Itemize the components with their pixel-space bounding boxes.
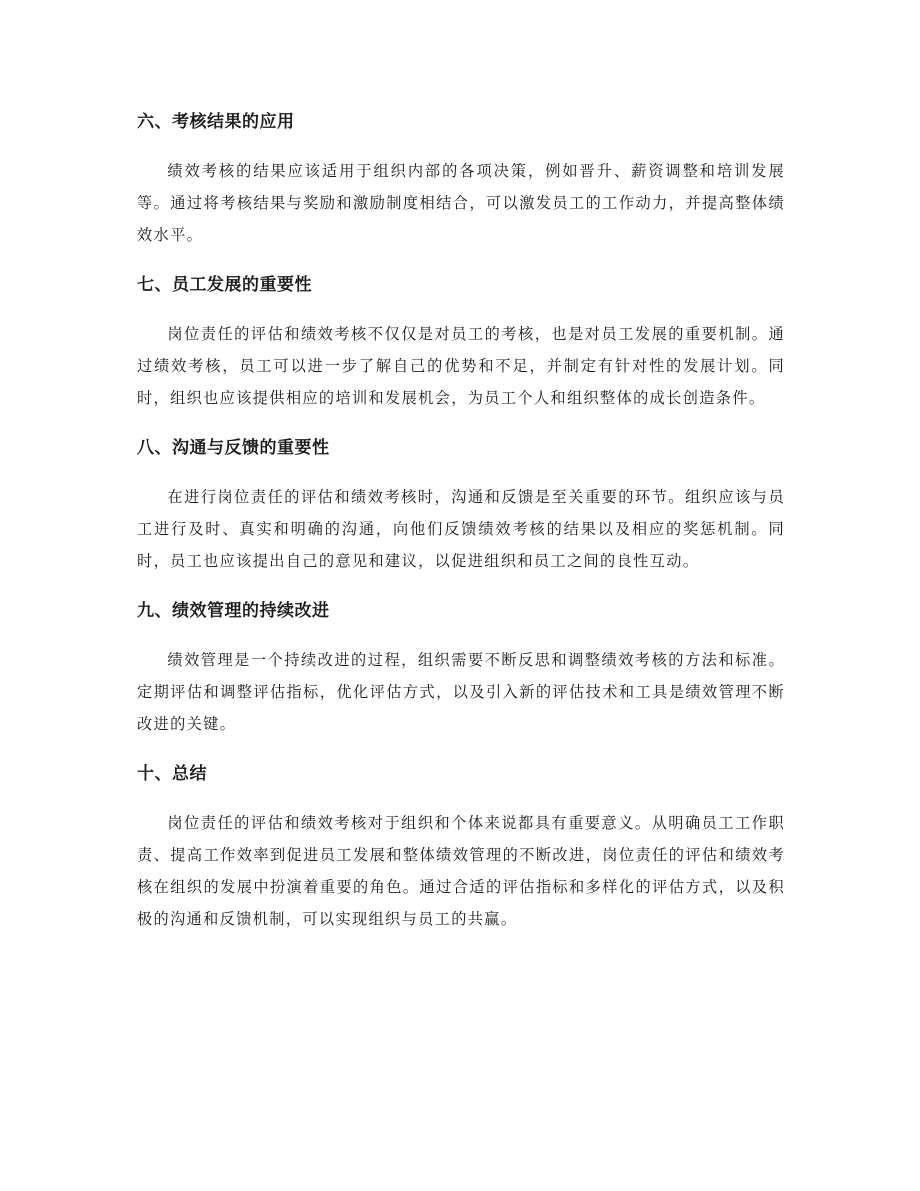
section-9 bbox=[137, 595, 785, 740]
section-heading: 八、沟通与反馈的重要性 bbox=[137, 438, 330, 458]
section-10 bbox=[137, 758, 785, 935]
section-7 bbox=[137, 269, 785, 414]
section-paragraph: 岗位责任的评估和绩效考核对于组织和个体来说都具有重要意义。从明确员工工作职责、提高工作效率到促进员工发展和整体绩效管理的不断改进，岗位责任的评估和绩效考核在组织的发展中扮演着重要的角色。通过合适的评估指标和多样化的评估方式，以及积极的沟通和反馈机制，可以实现组织与员工的共赢。 bbox=[137, 814, 785, 928]
section-8 bbox=[137, 432, 785, 577]
section-heading: 九、绩效管理的持续改进 bbox=[137, 601, 330, 621]
section-heading: 十、总结 bbox=[137, 764, 207, 784]
section-paragraph: 绩效管理是一个持续改进的过程，组织需要不断反思和调整绩效考核的方法和标准。定期评估和调整评估指标，优化评估方式，以及引入新的评估技术和工具是绩效管理不断改进的关键。 bbox=[137, 651, 785, 733]
section-6 bbox=[137, 106, 785, 251]
section-paragraph: 在进行岗位责任的评估和绩效考核时，沟通和反馈是至关重要的环节。组织应该与员工进行及时、真实和明确的沟通，向他们反馈绩效考核的结果以及相应的奖惩机制。同时，员工也应该提出自己的意见和建议，以促进组织和员工之间的良性互动。 bbox=[137, 488, 785, 570]
section-heading: 七、员工发展的重要性 bbox=[137, 275, 312, 295]
section-heading: 六、考核结果的应用 bbox=[137, 112, 295, 132]
document-content bbox=[137, 106, 785, 953]
section-paragraph: 绩效考核的结果应该适用于组织内部的各项决策，例如晋升、薪资调整和培训发展等。通过将考核结果与奖励和激励制度相结合，可以激发员工的工作动力，并提高整体绩效水平。 bbox=[137, 162, 785, 244]
section-paragraph: 岗位责任的评估和绩效考核不仅仅是对员工的考核，也是对员工发展的重要机制。通过绩效考核，员工可以进一步了解自己的优势和不足，并制定有针对性的发展计划。同时，组织也应该提供相应的培训和发展机会，为员工个人和组织整体的成长创造条件。 bbox=[137, 325, 785, 407]
